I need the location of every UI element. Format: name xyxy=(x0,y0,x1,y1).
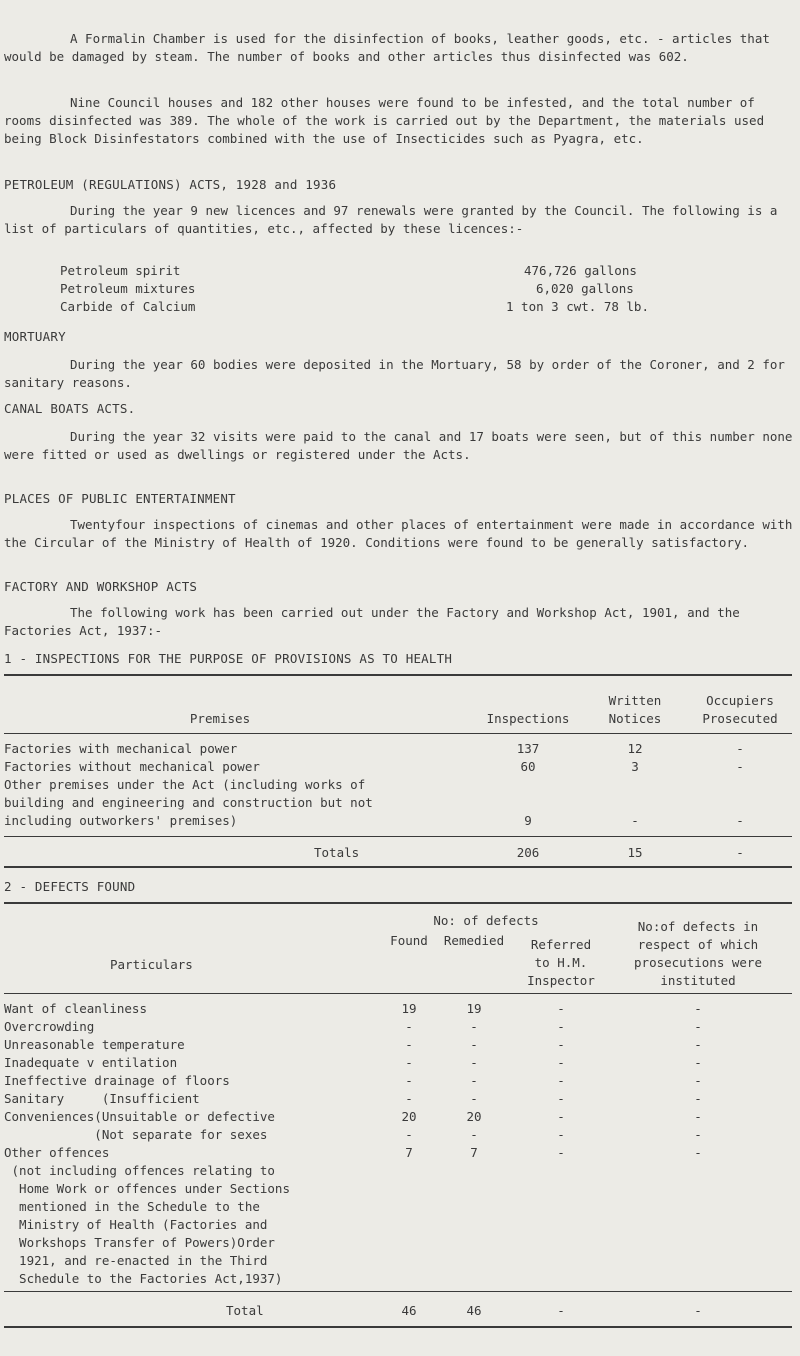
table2-cell-referred: - xyxy=(557,1091,565,1106)
table2-cell-referred: - xyxy=(557,1019,565,1034)
table2-note-line: mentioned in the Schedule to the xyxy=(4,1199,260,1214)
petroleum-item xyxy=(0,298,800,316)
table2-cell-referred: - xyxy=(557,1127,565,1142)
table2-header-prosecutions: respect of which xyxy=(637,937,759,952)
table1-cell-notices: - xyxy=(631,813,639,828)
table2-cell-remedied: - xyxy=(470,1073,478,1088)
table2-cell-prosecutions: - xyxy=(694,1127,702,1142)
table2-cell-referred: - xyxy=(557,1109,565,1124)
table2-cell-found: - xyxy=(405,1073,413,1088)
table2-cell-remedied: - xyxy=(470,1055,478,1070)
petroleum-item-value: 6,020 gallons xyxy=(536,281,634,296)
table1-bottom-rule xyxy=(4,866,792,868)
table2-cell-referred: - xyxy=(557,1055,565,1070)
table2-bottom-rule xyxy=(4,1326,792,1328)
table2-cell-found: - xyxy=(405,1127,413,1142)
factory-paragraph: The following work has been carried out under the Factory and Workshop Act, 1901, and the Factories Act, 1937:- xyxy=(4,605,740,638)
table2-cell-prosecutions: - xyxy=(694,1145,702,1160)
table2-cell-referred: - xyxy=(557,1073,565,1088)
petroleum-item-label: Petroleum spirit xyxy=(60,263,181,278)
entertainment-heading: PLACES OF PUBLIC ENTERTAINMENT xyxy=(4,491,236,506)
table1-header-premises: Premises xyxy=(189,711,251,726)
table1-cell-occupiers: - xyxy=(736,759,744,774)
table2-cell-remedied: - xyxy=(470,1127,478,1142)
table1-header-occupiers: Prosecuted xyxy=(702,711,778,726)
table2-cell-found: - xyxy=(405,1055,413,1070)
table2-cell-found: - xyxy=(405,1037,413,1052)
mortuary-paragraph: During the year 60 bodies were deposited in the Mortuary, 58 by order of the Coroner, and 2 for sanitary reasons. xyxy=(4,357,785,390)
table1-header-occupiers: Occupiers xyxy=(706,693,774,708)
table1-cell-occupiers: - xyxy=(736,741,744,756)
table2-cell-particulars: Want of cleanliness xyxy=(4,1001,147,1016)
table2-title: 2 - DEFECTS FOUND xyxy=(4,879,136,894)
table2-cell-found: 7 xyxy=(405,1145,413,1160)
petroleum-item-label: Carbide of Calcium xyxy=(60,299,196,314)
table2-cell-remedied: - xyxy=(470,1091,478,1106)
petroleum-item-value: 1 ton 3 cwt. 78 lb. xyxy=(506,299,649,314)
table2-cell-found: - xyxy=(405,1091,413,1106)
table1-cell-inspections: 137 xyxy=(516,741,540,756)
table2-cell-prosecutions: - xyxy=(694,1037,702,1052)
table2-header-group: No: of defects xyxy=(433,913,539,928)
table2-total-label: Total xyxy=(226,1303,264,1318)
table1-totals-label: Totals xyxy=(314,845,360,860)
infested-houses-paragraph: Nine Council houses and 182 other houses were found to be infested, and the total number of rooms disinfected was 389. The whole of the work is carried out by the Department, the materials used being Block Disinfestators combined with the use of Insecticides such as Pyagra, etc. xyxy=(4,95,765,146)
table2-header-rule xyxy=(4,993,792,994)
table2-cell-particulars: Inadequate v entilation xyxy=(4,1055,178,1070)
table2-note-line: 1921, and re-enacted in the Third xyxy=(4,1253,268,1268)
table2-body-rule xyxy=(4,1291,792,1292)
table1-header-notices: Notices xyxy=(608,711,662,726)
table2-note-line: (not including offences relating to xyxy=(4,1163,275,1178)
canal-paragraph: During the year 32 visits were paid to the canal and 17 boats were seen, but of this number none were fitted or used as dwellings or registered under the Acts. xyxy=(4,429,793,462)
table2-header-prosecutions: No:of defects in xyxy=(637,919,759,934)
table1-cell-notices: 12 xyxy=(627,741,643,756)
table2-cell-remedied: 7 xyxy=(470,1145,478,1160)
table2-header-referred: Inspector xyxy=(527,973,595,988)
table2-cell-remedied: - xyxy=(470,1019,478,1034)
table2-cell-remedied: 20 xyxy=(466,1109,482,1124)
table1-cell-premises: including outworkers' premises) xyxy=(4,813,238,828)
table2-header-referred: Referred xyxy=(530,937,592,952)
table1-title: 1 - INSPECTIONS FOR THE PURPOSE OF PROVISIONS AS TO HEALTH xyxy=(4,651,453,666)
table1-cell-premises: Other premises under the Act (including works of xyxy=(4,777,366,792)
table2-cell-found: 19 xyxy=(401,1001,417,1016)
table2-cell-found: - xyxy=(405,1019,413,1034)
table2-header-particulars: Particulars xyxy=(110,957,193,972)
table2-cell-particulars: Ineffective drainage of floors xyxy=(4,1073,230,1088)
table2-note-line: Ministry of Health (Factories and xyxy=(4,1217,268,1232)
table2-cell-prosecutions: - xyxy=(694,1019,702,1034)
table2-cell-referred: - xyxy=(557,1145,565,1160)
table2-cell-prosecutions: - xyxy=(694,1055,702,1070)
table2-header-found: Found xyxy=(390,933,428,948)
table2-cell-prosecutions: - xyxy=(694,1091,702,1106)
table1-header-inspections: Inspections xyxy=(486,711,570,726)
table1-cell-premises: building and engineering and construction but not xyxy=(4,795,373,810)
table2-cell-particulars: Overcrowding xyxy=(4,1019,95,1034)
factory-heading: FACTORY AND WORKSHOP ACTS xyxy=(4,579,198,594)
mortuary-heading: MORTUARY xyxy=(4,329,66,344)
canal-heading: CANAL BOATS ACTS. xyxy=(4,401,136,416)
table2-cell-particulars: Other offences xyxy=(4,1145,110,1160)
table1-cell-occupiers: - xyxy=(736,813,744,828)
table2-cell-referred: - xyxy=(557,1037,565,1052)
table2-note-line: Schedule to the Factories Act,1937) xyxy=(4,1271,283,1286)
table2-header-prosecutions: prosecutions were xyxy=(634,955,762,970)
table2-top-rule xyxy=(4,902,792,904)
table2-cell-referred: - xyxy=(557,1001,565,1016)
table1-totals-inspections: 206 xyxy=(516,845,540,860)
table2-cell-prosecutions: - xyxy=(694,1109,702,1124)
table1-totals-occupiers: - xyxy=(736,845,744,860)
table2-cell-particulars: Conveniences(Unsuitable or defective xyxy=(4,1109,275,1124)
table2-header-referred: to H.M. xyxy=(534,955,588,970)
petroleum-item xyxy=(0,280,800,298)
petroleum-item-value: 476,726 gallons xyxy=(524,263,637,278)
formalin-paragraph: A Formalin Chamber is used for the disinfection of books, leather goods, etc. - articles that would be damaged by steam. The number of books and other articles thus disinfected was 602. xyxy=(4,31,770,64)
table2-cell-remedied: 19 xyxy=(466,1001,482,1016)
table1-top-rule xyxy=(4,674,792,676)
petroleum-item xyxy=(0,262,800,280)
table1-cell-inspections: 9 xyxy=(524,813,532,828)
table1-body-rule xyxy=(4,836,792,837)
petroleum-paragraph: During the year 9 new licences and 97 renewals were granted by the Council. The following is a list of particulars of quantities, etc., affected by these licences:- xyxy=(4,203,778,236)
table2-cell-particulars: (Not separate for sexes xyxy=(4,1127,268,1142)
table1-cell-inspections: 60 xyxy=(520,759,536,774)
table2-cell-particulars: Unreasonable temperature xyxy=(4,1037,185,1052)
table2-note-line: Home Work or offences under Sections xyxy=(4,1181,290,1196)
table1-totals-notices: 15 xyxy=(627,845,643,860)
table1-header-notices: Written xyxy=(608,693,662,708)
table2-cell-prosecutions: - xyxy=(694,1001,702,1016)
table2-cell-prosecutions: - xyxy=(694,1073,702,1088)
petroleum-heading: PETROLEUM (REGULATIONS) ACTS, 1928 and 1936 xyxy=(4,177,337,192)
table2-cell-particulars: Sanitary (Insufficient xyxy=(4,1091,200,1106)
table2-total-found: 46 xyxy=(401,1303,417,1318)
table1-cell-premises: Factories with mechanical power xyxy=(4,741,238,756)
table2-header-remedied: Remedied xyxy=(443,933,505,948)
table2-cell-remedied: - xyxy=(470,1037,478,1052)
table2-total-prosecutions: - xyxy=(694,1303,702,1318)
entertainment-paragraph: Twentyfour inspections of cinemas and other places of entertainment were made in accordance with the Circular of the Ministry of Health of 1920. Conditions were found to be generally satisfactory. xyxy=(4,517,793,550)
petroleum-item-label: Petroleum mixtures xyxy=(60,281,196,296)
table2-total-referred: - xyxy=(557,1303,565,1318)
table2-note-line: Workshops Transfer of Powers)Order xyxy=(4,1235,275,1250)
table1-header-rule xyxy=(4,733,792,734)
table1-cell-notices: 3 xyxy=(631,759,639,774)
table2-total-remedied: 46 xyxy=(466,1303,482,1318)
table2-cell-found: 20 xyxy=(401,1109,417,1124)
table1-cell-premises: Factories without mechanical power xyxy=(4,759,260,774)
table2-header-prosecutions: instituted xyxy=(660,973,736,988)
